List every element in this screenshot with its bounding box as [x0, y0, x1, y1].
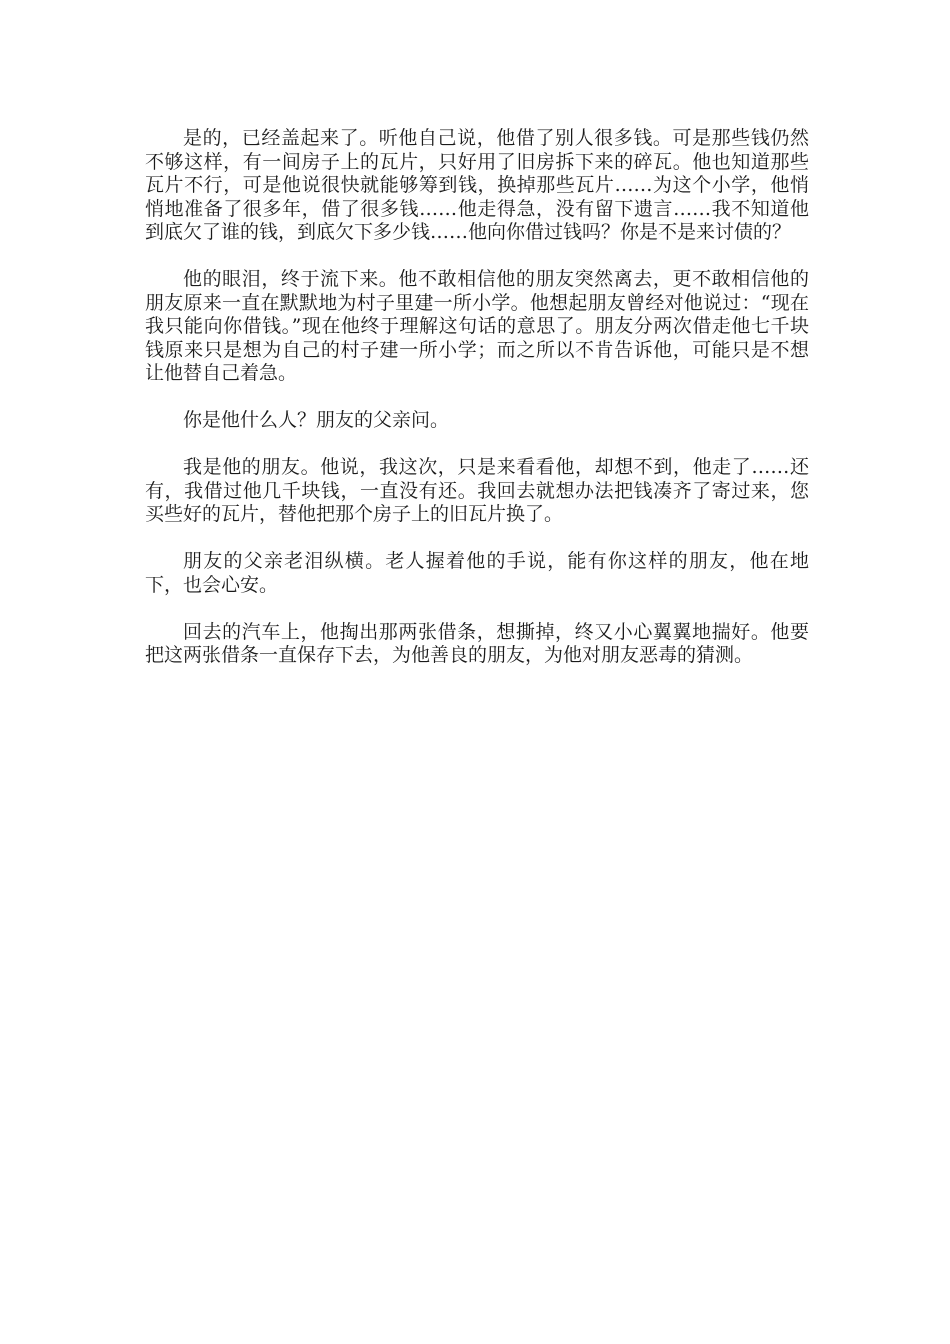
paragraph-5: 朋友的父亲老泪纵横。老人握着他的手说，能有你这样的朋友，他在地下，也会心安。 — [145, 550, 809, 596]
paragraph-6: 回去的汽车上，他掏出那两张借条，想撕掉，终又小心翼翼地揣好。他要把这两张借条一直保存下去，为他善良的朋友，为他对朋友恶毒的猜测。 — [145, 620, 809, 666]
paragraph-3: 你是他什么人？朋友的父亲问。 — [183, 409, 450, 431]
paragraph-2: 他的眼泪，终于流下来。他不敢相信他的朋友突然离去，更不敢相信他的朋友原来一直在默默地为村子里建一所小学。他想起朋友曾经对他说过：“现在我只能向你借钱。”现在他终于理解这句话的意思了。朋友分两次借走他七千块钱原来只是想为自己的村子建一所小学；而之所以不肯告诉他，可能只是不想让他替自己着急。 — [145, 268, 809, 384]
paragraph-1: 是的，已经盖起来了。听他自己说，他借了别人很多钱。可是那些钱仍然不够这样，有一间房子上的瓦片，只好用了旧房拆下来的碎瓦。他也知道那些瓦片不行，可是他说很快就能够筹到钱，换掉那些瓦片……为这个小学，他悄悄地准备了很多年，借了很多钱……他走得急，没有留下遗言……我不知道他到底欠了谁的钱，到底欠下多少钱……他向你借过钱吗？你是不是来讨债的？ — [145, 127, 809, 243]
document-body — [145, 127, 809, 668]
paragraph-4: 我是他的朋友。他说，我这次，只是来看看他，却想不到，他走了……还有，我借过他几千块钱，一直没有还。我回去就想办法把钱凑齐了寄过来，您买些好的瓦片，替他把那个房子上的旧瓦片换了。 — [145, 456, 809, 525]
